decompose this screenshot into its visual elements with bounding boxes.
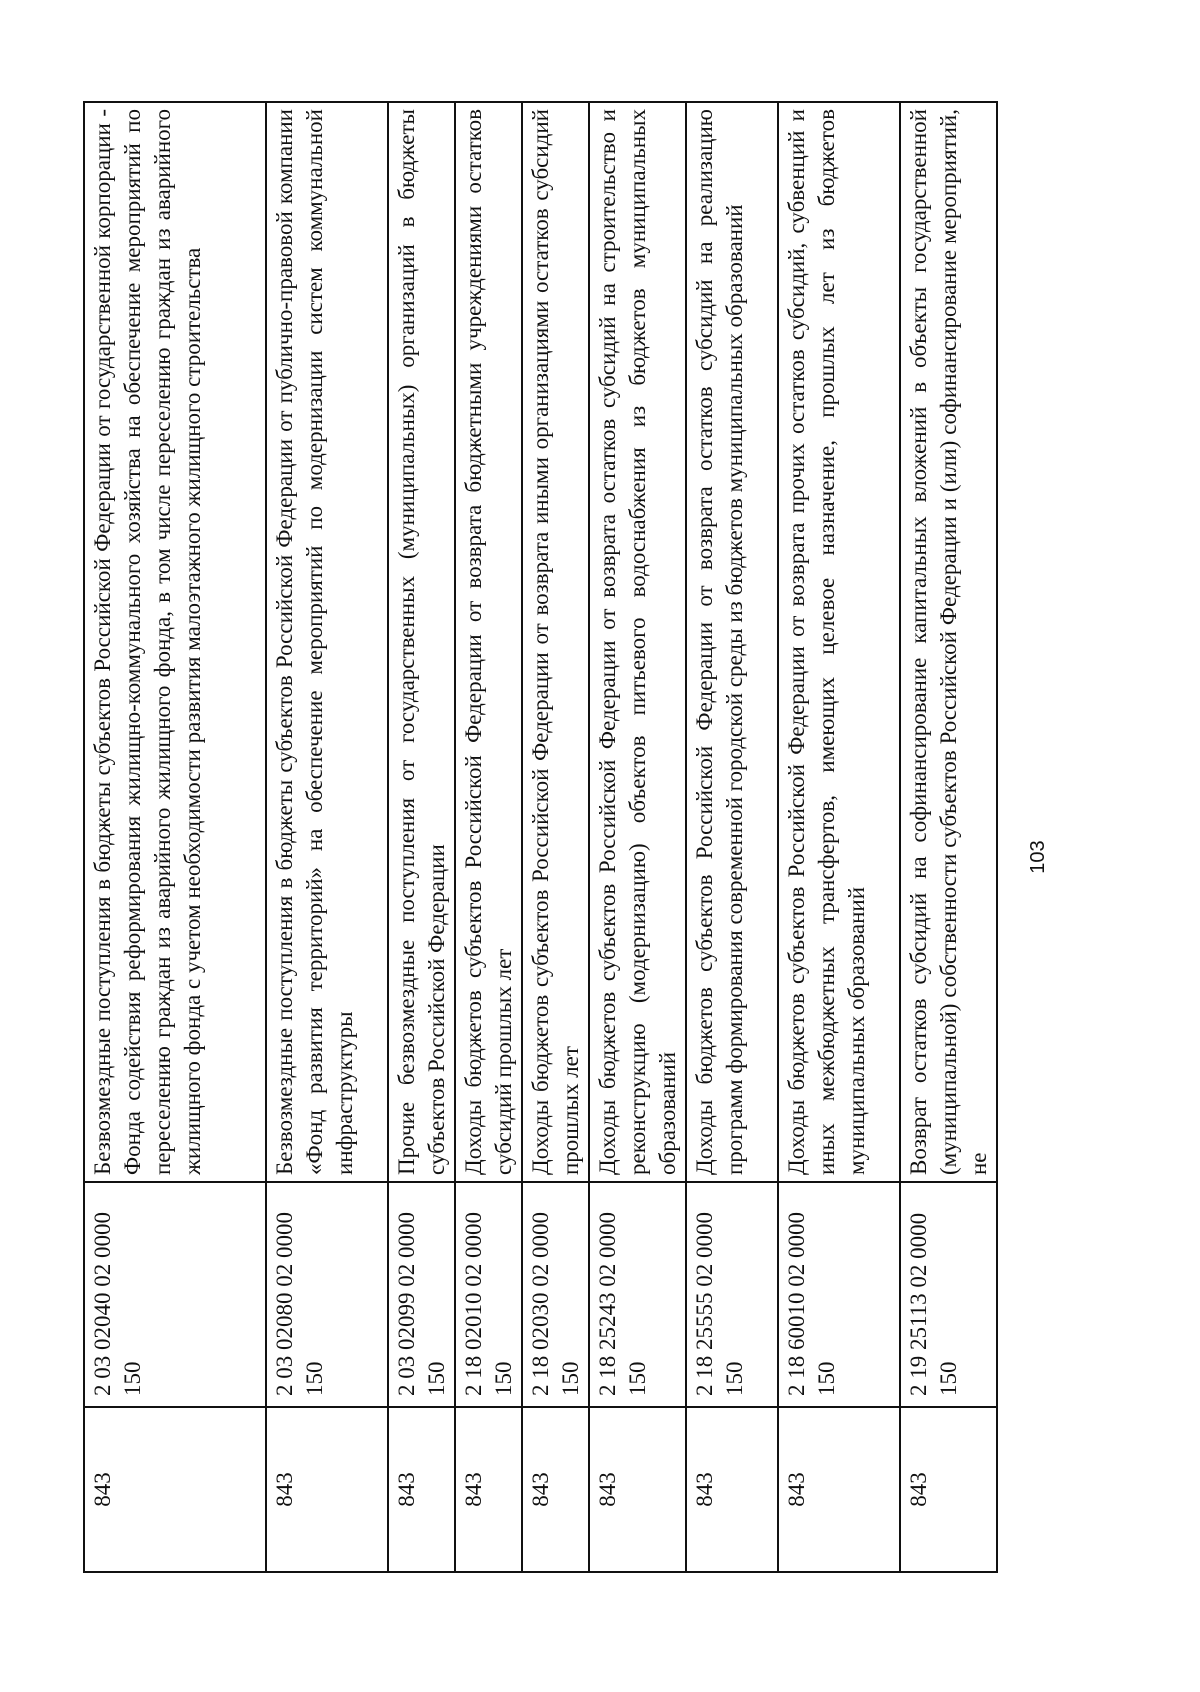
description-cell: Доходы бюджетов субъектов Российской Федерации от возврата прочих остатков субсидий, субвенций и иных межбюджетных трансфертов, имеющих целевое назначение, прошлых лет из бюджетов муниципальных образований: [778, 102, 900, 1182]
table-row: [388, 102, 455, 1572]
table-row: [522, 102, 589, 1572]
kbk-code-cell: 2 18 60010 02 0000 150: [778, 1182, 900, 1407]
rotated-page: [83, 103, 1055, 1573]
admin-code-cell: 843: [522, 1407, 589, 1572]
description-cell: Прочие безвозмездные поступления от государственных (муниципальных) организаций в бюджеты субъектов Российской Федерации: [388, 102, 455, 1182]
admin-code-cell: 843: [778, 1407, 900, 1572]
description-cell: Доходы бюджетов субъектов Российской Федерации от возврата иными организациями остатков субсидий прошлых лет: [522, 102, 589, 1182]
description-cell: Безвозмездные поступления в бюджеты субъектов Российской Федерации от государственной корпорации - Фонда содействия реформирования жилищно-коммунального хозяйства на обеспечение мероприятий по переселению граждан из аварийного жилищного фонда, в том числе переселению граждан из аварийного жилищного фонда с учетом необходимости развития малоэтажного жилищного строительства: [84, 102, 266, 1182]
admin-code-cell: 843: [84, 1407, 266, 1572]
kbk-code-cell: 2 18 25555 02 0000 150: [686, 1182, 778, 1407]
table-row: [778, 102, 900, 1572]
kbk-code-cell: 2 18 02010 02 0000 150: [455, 1182, 522, 1407]
admin-code-cell: 843: [455, 1407, 522, 1572]
description-cell: Доходы бюджетов субъектов Российской Федерации от возврата остатков субсидий на реализацию программ формирования современной городской среды из бюджетов муниципальных образований: [686, 102, 778, 1182]
description-cell: Возврат остатков субсидий на софинансирование капитальных вложений в объекты государственной (муниципальной) собственности субъектов Российской Федерации и (или) софинансирование мероприятий, не: [900, 102, 997, 1182]
admin-code-cell: 843: [589, 1407, 686, 1572]
table-row: [266, 102, 388, 1572]
page-number: 103: [1027, 840, 1049, 874]
revenue-codes-table: [83, 101, 998, 1573]
kbk-code-cell: 2 19 25113 02 0000 150: [900, 1182, 997, 1407]
table-row: [589, 102, 686, 1572]
admin-code-cell: 843: [266, 1407, 388, 1572]
description-cell: Безвозмездные поступления в бюджеты субъектов Российской Федерации от публично-правовой компании «Фонд развития территорий» на обеспечение мероприятий по модернизации систем коммунальной инфраструктуры: [266, 102, 388, 1182]
description-cell: Доходы бюджетов субъектов Российской Федерации от возврата бюджетными учреждениями остатков субсидий прошлых лет: [455, 102, 522, 1182]
kbk-code-cell: 2 03 02040 02 0000 150: [84, 1182, 266, 1407]
kbk-code-cell: 2 03 02080 02 0000 150: [266, 1182, 388, 1407]
admin-code-cell: 843: [900, 1407, 997, 1572]
table-row: [900, 102, 997, 1572]
description-cell: Доходы бюджетов субъектов Российской Федерации от возврата остатков субсидий на строительство и реконструкцию (модернизацию) объектов питьевого водоснабжения из бюджетов муниципальных образований: [589, 102, 686, 1182]
kbk-code-cell: 2 18 02030 02 0000 150: [522, 1182, 589, 1407]
table-row: [84, 102, 266, 1572]
kbk-code-cell: 2 18 25243 02 0000 150: [589, 1182, 686, 1407]
kbk-code-cell: 2 03 02099 02 0000 150: [388, 1182, 455, 1407]
table-row: [686, 102, 778, 1572]
admin-code-cell: 843: [686, 1407, 778, 1572]
table-row: [455, 102, 522, 1572]
admin-code-cell: 843: [388, 1407, 455, 1572]
